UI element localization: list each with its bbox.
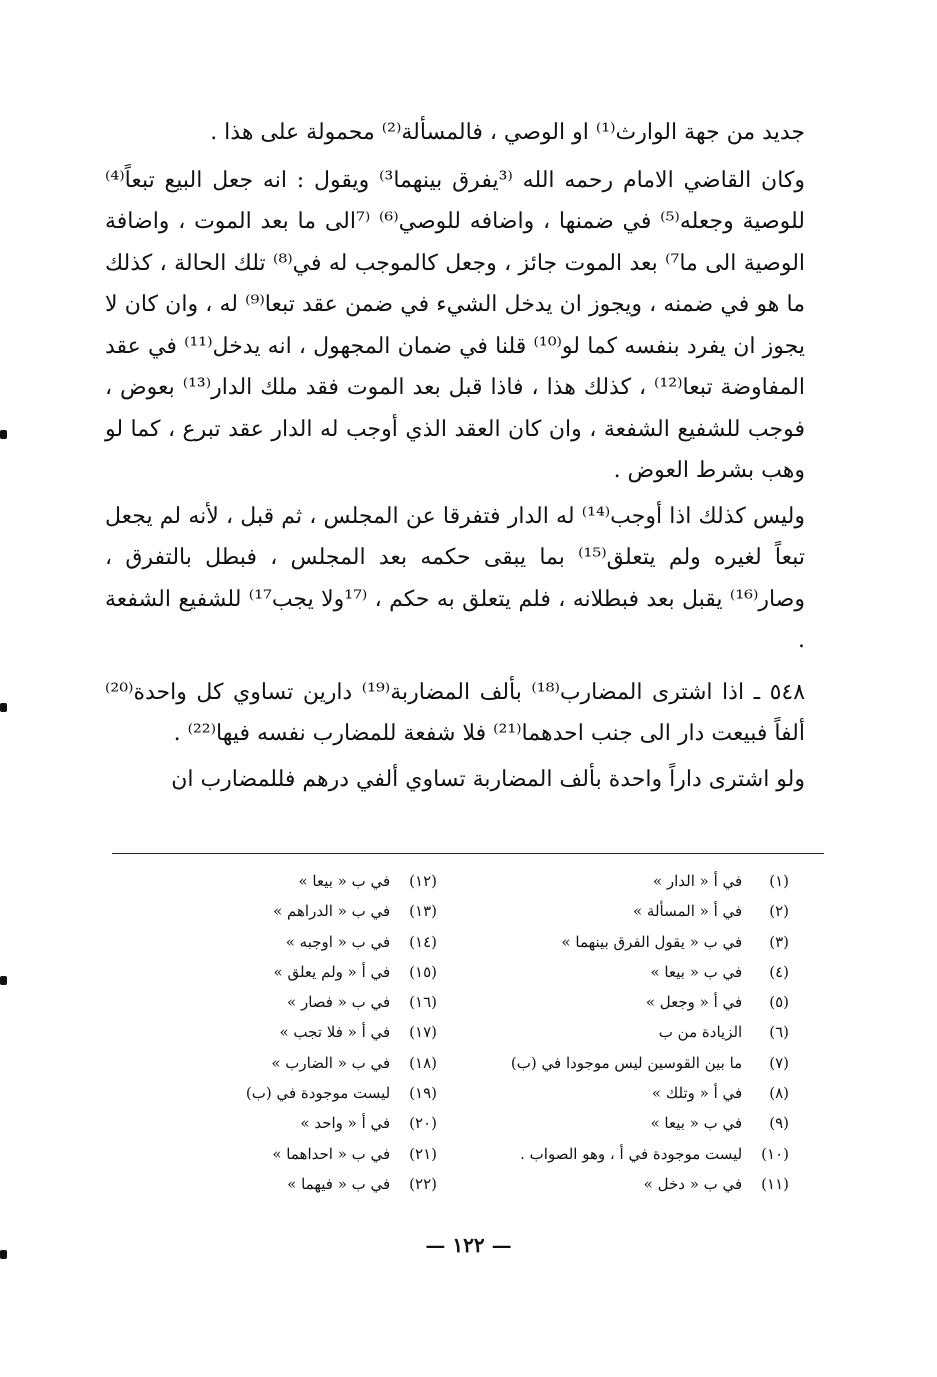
paragraph-1: جديد من جهة الوارث⁽¹⁾ او الوصي ، فالمسألة⁽²⁾ محمولة على هذا . — [210, 120, 805, 145]
footnote: (٢٠) في أ « واحد » — [300, 1114, 437, 1133]
footnote: (١٦) في ب « فصار » — [287, 993, 437, 1012]
footnote: (١٧) في أ « فلا تجب » — [279, 1023, 437, 1042]
footnote: (١) في أ « الدار » — [652, 872, 789, 890]
footnotes-right-column — [469, 866, 789, 1199]
footnote: (٤) في ب « بيعا » — [650, 962, 789, 981]
footnote: (٩) في ب « بيعا » — [650, 1114, 789, 1133]
paragraph-5: ولو اشترى داراً واحدة بألف المضاربة تساوي ألفي درهم فللمضارب ان — [171, 766, 805, 792]
footnote-separator — [112, 853, 824, 854]
scan-edge-mark — [0, 976, 7, 985]
footnote: (١٣) في ب « الدراهم » — [273, 902, 437, 921]
footnote: (٢٢) في ب « فيهما » — [287, 1174, 437, 1193]
scan-edge-mark — [0, 703, 7, 712]
scan-edge-mark — [0, 430, 7, 439]
footnote: (٢١) في ب « احداهما » — [272, 1144, 437, 1163]
page-number: — ١٢٢ — — [425, 1233, 512, 1257]
footnote: (١٤) في ب « اوجبه » — [285, 932, 437, 951]
footnote: (٥) في أ « وجعل » — [645, 993, 789, 1012]
paragraph-3: وليس كذلك اذا أوجب⁽¹⁴⁾ له الدار فتفرقا عن المجلس ، ثم قبل ، لأنه لم يجعل تبعاً لغيره ولم يتعلق⁽¹⁵⁾ بما يبقى حكمه بعد المجلس ، فبطل بالتفرق ، وصار⁽¹⁶⁾ يقبل بعد فبطلانه ، فلم يتعلق به حكم ، ⁽¹⁷ولا يجب¹⁷⁾ للشفيع الشفعة . — [105, 503, 805, 653]
footnote: (٣) في ب « يقول الفرق بينهما » — [561, 932, 789, 951]
paragraph-548: ٥٤٨ ـ اذا اشترى المضارب⁽¹⁸⁾ بألف المضاربة⁽¹⁹⁾ دارين تساوي كل واحدة⁽²⁰⁾ ألفاً فبيعت دار الى جنب احدهما⁽²¹⁾ فلا شفعة للمضارب نفسه فيها⁽²²⁾ . — [105, 679, 806, 746]
footnote: (٨) في أ « وتلك » — [651, 1084, 789, 1103]
footnotes-left-column — [167, 866, 437, 1199]
footnote: (١٥) في أ « ولم يعلق » — [273, 962, 437, 981]
main-text — [105, 112, 805, 800]
scan-edge-mark — [0, 1250, 7, 1259]
footnote: (٢) في أ « المسألة » — [632, 902, 789, 921]
footnote: (١١) في ب « دخل » — [643, 1174, 789, 1193]
paragraph-2: وكان القاضي الامام رحمه الله ⁽³يفرق بينهما³⁾ ويقول : انه جعل البيع تبعاً⁽⁴⁾ للوصية وجعله⁽⁵⁾ في ضمنها ، واضافه للوصي⁽⁶⁾ ⁽⁷الى ما بعد الموت ، واضافة الوصية الى ما⁷⁾ بعد الموت جائز ، وجعل كالموجب له في⁽⁸⁾ تلك الحالة ، كذلك ما هو في ضمنه ، ويجوز ان يدخل الشيء في ضمن عقد تبعا⁽⁹⁾ له ، وان كان لا يجوز ان يفرد بنفسه كما لو⁽¹⁰⁾ قلنا في ضمان المجهول ، انه يدخل⁽¹¹⁾ في عقد المفاوضة تبعا⁽¹²⁾ ، كذلك هذا ، فاذا قبل بعد الموت فقد ملك الدار⁽¹³⁾ بعوض ، فوجب للشفيع الشفعة ، وان كان العقد الذي أوجب له الدار عقد تبرع ، كما لو وهب بشرط العوض . — [105, 167, 806, 483]
footnote: (٧) ما بين القوسين ليس موجودا في (ب) — [510, 1053, 789, 1072]
footnote: (١٩) ليست موجودة في (ب) — [245, 1084, 437, 1103]
footnote: (٦) الزيادة من ب — [658, 1023, 789, 1042]
footnote: (١٠) ليست موجودة في أ ، وهو الصواب . — [520, 1144, 789, 1163]
footnote: (١٨) في ب « الضارب » — [271, 1053, 437, 1072]
footnote: (١٢) في ب « بيعا » — [298, 872, 437, 890]
